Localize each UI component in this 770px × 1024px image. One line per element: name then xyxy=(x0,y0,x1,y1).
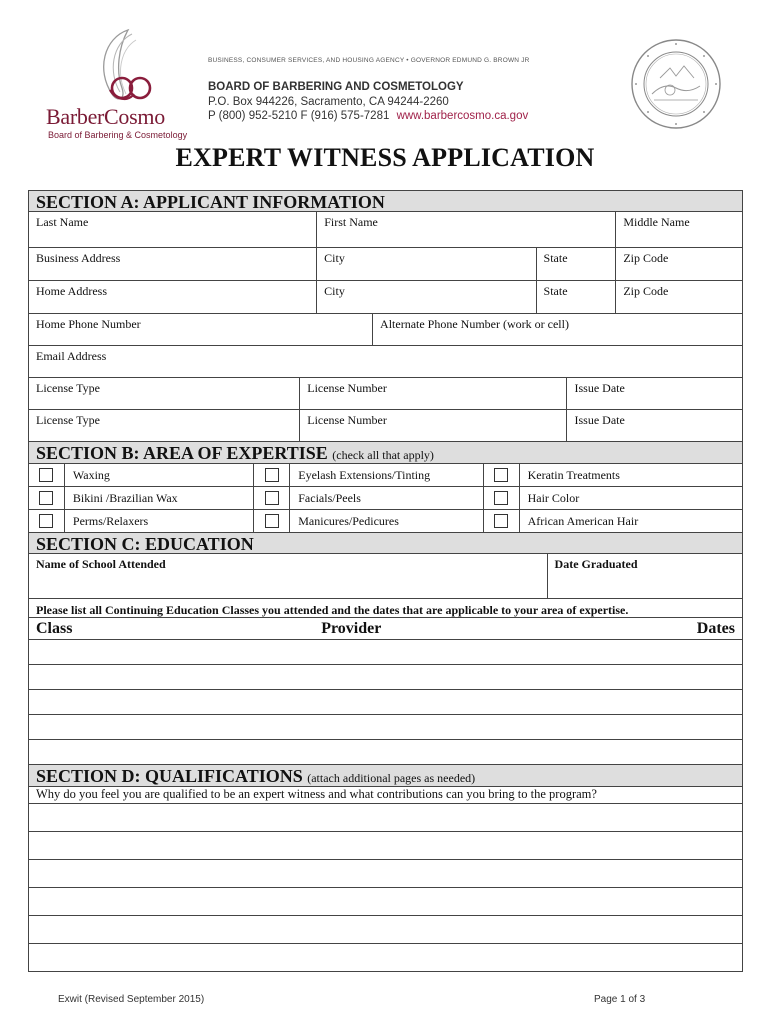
license-row-1 xyxy=(29,378,742,410)
waxing-checkbox[interactable] xyxy=(39,468,53,482)
ce-instructions-row xyxy=(29,599,742,618)
section-b-note: (check all that apply) xyxy=(332,448,434,462)
phone-fax: P (800) 952-5210 F (916) 575-7281 xyxy=(208,110,390,122)
hair-color-checkbox-cell xyxy=(484,487,520,509)
issue-date-label: Issue Date xyxy=(574,381,625,395)
col-provider: Provider xyxy=(321,620,382,637)
qualification-line-1[interactable] xyxy=(29,804,742,832)
ce-row-4[interactable] xyxy=(29,715,742,740)
license-number-field-1[interactable] xyxy=(300,378,567,409)
hair-color-label: Hair Color xyxy=(527,491,580,505)
school-label: Name of School Attended xyxy=(36,557,166,571)
application-form xyxy=(28,190,743,972)
home-address-field[interactable] xyxy=(29,281,317,313)
middle-name-label: Middle Name xyxy=(623,215,690,229)
manicures-label: Manicures/Pedicures xyxy=(290,510,483,532)
expertise-row-3 xyxy=(29,510,742,533)
eyelash-label: Eyelash Extensions/Tinting xyxy=(290,464,483,486)
phone-row xyxy=(29,314,742,346)
manicures-checkbox-cell xyxy=(254,510,290,532)
business-state-field[interactable] xyxy=(537,248,617,280)
ce-row-5[interactable] xyxy=(29,740,742,765)
license-type-field-2[interactable] xyxy=(29,410,300,441)
logo-subtitle: Board of Barbering & Cosmetology xyxy=(48,130,188,140)
board-contact xyxy=(208,110,528,122)
email-field[interactable] xyxy=(29,346,742,377)
city-label: City xyxy=(324,284,345,298)
keratin-checkbox[interactable] xyxy=(494,468,508,482)
manicures-checkbox[interactable] xyxy=(265,514,279,528)
logo-wordmark: BarberCosmo xyxy=(46,104,165,129)
zip-label: Zip Code xyxy=(623,284,669,298)
home-city-field[interactable] xyxy=(317,281,536,313)
last-name-label: Last Name xyxy=(36,215,89,229)
waxing-checkbox-cell xyxy=(29,464,65,486)
section-b-header xyxy=(29,442,742,464)
email-row xyxy=(29,346,742,378)
alt-phone-label: Alternate Phone Number (work or cell) xyxy=(380,317,569,331)
bikini-checkbox[interactable] xyxy=(39,491,53,505)
col-dates: Dates xyxy=(696,620,735,637)
home-phone-label: Home Phone Number xyxy=(36,317,141,331)
first-name-field[interactable] xyxy=(317,212,616,247)
home-address-label: Home Address xyxy=(36,284,107,298)
first-name-label: First Name xyxy=(324,215,378,229)
col-class: Class xyxy=(36,620,73,637)
license-row-2 xyxy=(29,410,742,442)
african-american-hair-checkbox[interactable] xyxy=(494,514,508,528)
home-address-row xyxy=(29,281,742,314)
home-state-field[interactable] xyxy=(537,281,617,313)
alt-phone-field[interactable] xyxy=(373,314,742,345)
issue-date-field-1[interactable] xyxy=(567,378,742,409)
perms-checkbox[interactable] xyxy=(39,514,53,528)
california-seal-icon xyxy=(630,38,722,130)
date-graduated-label: Date Graduated xyxy=(554,557,638,571)
logo-swoosh-icon xyxy=(70,28,170,108)
bikini-checkbox-cell xyxy=(29,487,65,509)
keratin-label: Keratin Treatments xyxy=(527,468,620,482)
qualification-question-row xyxy=(29,787,742,804)
ce-column-headers xyxy=(29,618,742,640)
license-type-label: License Type xyxy=(36,413,100,427)
section-d-header xyxy=(29,765,742,787)
section-d-note: (attach additional pages as needed) xyxy=(307,771,476,785)
qualification-question: Why do you feel you are qualified to be an expert witness and what contributions can you bring to the program? xyxy=(36,787,597,801)
african-american-hair-checkbox-cell xyxy=(484,510,520,532)
expertise-row-2 xyxy=(29,487,742,510)
home-zip-field[interactable] xyxy=(616,281,742,313)
hair-color-checkbox[interactable] xyxy=(494,491,508,505)
eyelash-checkbox[interactable] xyxy=(265,468,279,482)
home-phone-field[interactable] xyxy=(29,314,373,345)
section-d-heading xyxy=(29,765,742,786)
section-b-heading xyxy=(29,442,742,463)
board-address: P.O. Box 944226, Sacramento, CA 94244-2260 xyxy=(208,96,449,108)
qualification-line-2[interactable] xyxy=(29,832,742,860)
issue-date-field-2[interactable] xyxy=(567,410,742,441)
african-american-hair-label: African American Hair xyxy=(527,514,639,528)
business-zip-field[interactable] xyxy=(616,248,742,280)
qualification-line-3[interactable] xyxy=(29,860,742,888)
name-row xyxy=(29,212,742,248)
license-number-field-2[interactable] xyxy=(300,410,567,441)
form-revision: Exwit (Revised September 2015) xyxy=(58,994,205,1005)
license-number-label: License Number xyxy=(307,381,387,395)
qualification-line-6[interactable] xyxy=(29,944,742,971)
business-city-field[interactable] xyxy=(317,248,536,280)
school-row xyxy=(29,554,742,599)
ce-row-2[interactable] xyxy=(29,665,742,690)
state-label: State xyxy=(543,251,568,265)
section-c-heading: SECTION C: EDUCATION xyxy=(29,533,742,553)
facials-label: Facials/Peels xyxy=(290,487,483,509)
license-type-field-1[interactable] xyxy=(29,378,300,409)
section-d-title: SECTION D: QUALIFICATIONS xyxy=(36,766,303,786)
date-graduated-field[interactable] xyxy=(548,554,742,598)
last-name-field[interactable] xyxy=(29,212,317,247)
facials-checkbox[interactable] xyxy=(265,491,279,505)
section-a-heading: SECTION A: APPLICANT INFORMATION xyxy=(29,191,742,211)
state-label: State xyxy=(543,284,568,298)
section-a-header xyxy=(29,191,742,212)
expertise-row-1 xyxy=(29,464,742,487)
barbercosmo-logo xyxy=(40,28,188,143)
school-field[interactable] xyxy=(29,554,548,598)
ce-row-3[interactable] xyxy=(29,690,742,715)
business-address-label: Business Address xyxy=(36,251,121,265)
license-number-label: License Number xyxy=(307,413,387,427)
middle-name-field[interactable] xyxy=(616,212,742,247)
ce-row-1[interactable] xyxy=(29,640,742,665)
bikini-label: Bikini /Brazilian Wax xyxy=(65,487,254,509)
zip-label: Zip Code xyxy=(623,251,669,265)
qualification-line-4[interactable] xyxy=(29,888,742,916)
facials-checkbox-cell xyxy=(254,487,290,509)
business-address-field[interactable] xyxy=(29,248,317,280)
page-number: Page 1 of 3 xyxy=(594,994,646,1005)
email-label: Email Address xyxy=(36,349,107,363)
section-b-title: SECTION B: AREA OF EXPERTISE xyxy=(36,443,328,463)
section-c-header xyxy=(29,533,742,554)
license-type-label: License Type xyxy=(36,381,100,395)
eyelash-checkbox-cell xyxy=(254,464,290,486)
issue-date-label: Issue Date xyxy=(574,413,625,427)
waxing-label: Waxing xyxy=(65,464,254,486)
business-address-row xyxy=(29,248,742,281)
ce-instructions: Please list all Continuing Education Classes you attended and the dates that are applicable to your area of expertise. xyxy=(36,603,629,617)
board-name: BOARD OF BARBERING AND COSMETOLOGY xyxy=(208,81,464,93)
keratin-checkbox-cell xyxy=(484,464,520,486)
website-link[interactable]: www.barbercosmo.ca.gov xyxy=(396,110,529,122)
perms-label: Perms/Relaxers xyxy=(65,510,254,532)
perms-checkbox-cell xyxy=(29,510,65,532)
form-title: EXPERT WITNESS APPLICATION xyxy=(175,143,595,172)
agency-line: BUSINESS, CONSUMER SERVICES, AND HOUSING AGENCY • GOVERNOR EDMUND G. BROWN JR xyxy=(208,57,530,64)
qualification-line-5[interactable] xyxy=(29,916,742,944)
city-label: City xyxy=(324,251,345,265)
